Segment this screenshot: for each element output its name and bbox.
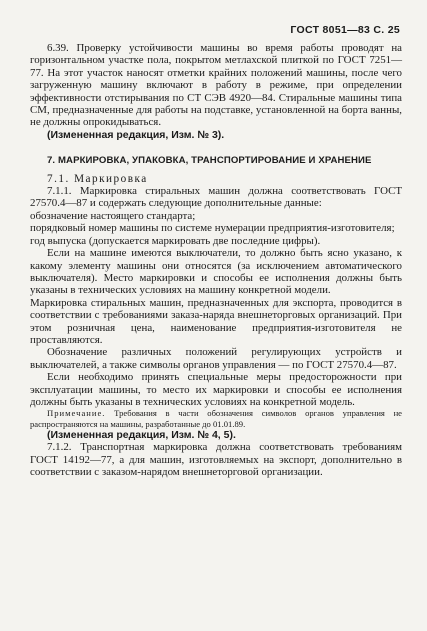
paragraph-6-39: 6.39. Проверку устойчивости машины во время работы проводят на горизонтальном участке пола, покрытом метлахской плиткой по ГОСТ 7251—77. На этот участок наносят отметки крайних положений машины, после чего загруженную машину включают в работу в режиме, при определении эффективности отстирывания по СТ СЭВ 4920—84. Стиральные машины типа СМ, предназначенные для работы на подставке, установленной на борта ванны, не должны опрокидываться. [30, 42, 402, 129]
subsection-7-1-title: 7.1. Маркировка [47, 172, 148, 185]
list-item: год выпуска (допускается маркировать две последние цифры). [30, 234, 321, 247]
paragraph-precautions: Если необходимо принять специальные меры предосторожности при эксплуатации машины, то место их маркировки и способы ее исполнения должны быть указаны в технических условиях на конкретной модель. [30, 371, 402, 408]
paragraph-7-1-2: 7.1.2. Транспортная маркировка должна соответствовать требованиям ГОСТ 14192—77, а для машин, изготовляемых на экспорт, дополнительно в соответствии с заказом-нарядом внешнеторговой организации. [30, 441, 402, 478]
paragraph-positions: Обозначение различных положений регулирующих устройств и выключателей, а также символы органов управления — по ГОСТ 27570.4—87. [30, 346, 402, 371]
paragraph-export: Маркировка стиральных машин, предназначенных для экспорта, проводится в соответствии с требованиями заказа-наряда внешнеторговых организаций. При этом розничная цена, наименование предприятия-изготовителя не проставляются. [30, 296, 402, 346]
paragraph-switches: Если на машине имеются выключатели, то должно быть ясно указано, к какому элементу машины они относятся (за исключением автоматического выключателя). Место маркировки и способы ее исполнения должны быть указаны в технических условиях на машину конкретной модели. [30, 247, 402, 297]
footnote [30, 408, 402, 428]
paragraph-7-1-1: 7.1.1. Маркировка стиральных машин должна соответствовать ГОСТ 27570.4—87 и содержать следующие дополнительные данные: [30, 185, 402, 210]
edition-note-1: (Измененная редакция, Изм. № 3). [47, 128, 225, 141]
document-body [30, 42, 402, 478]
note-text: Требования в части обозначения символов органов управления не распространяются на машины, разработанные до 01.01.89. [30, 408, 402, 429]
edition-note-2: (Измененная редакция, Изм. № 4, 5). [47, 428, 236, 441]
section-title: 7. МАРКИРОВКА, УПАКОВКА, ТРАНСПОРТИРОВАНИЕ И ХРАНЕНИЕ [47, 155, 372, 167]
note-label: Примечание. [47, 408, 106, 419]
list-item: порядковый номер машины по системе нумерации предприятия-изготовителя; [30, 222, 395, 235]
list-item: обозначение настоящего стандарта; [30, 209, 196, 222]
page-header: ГОСТ 8051—83 С. 25 [290, 24, 400, 36]
